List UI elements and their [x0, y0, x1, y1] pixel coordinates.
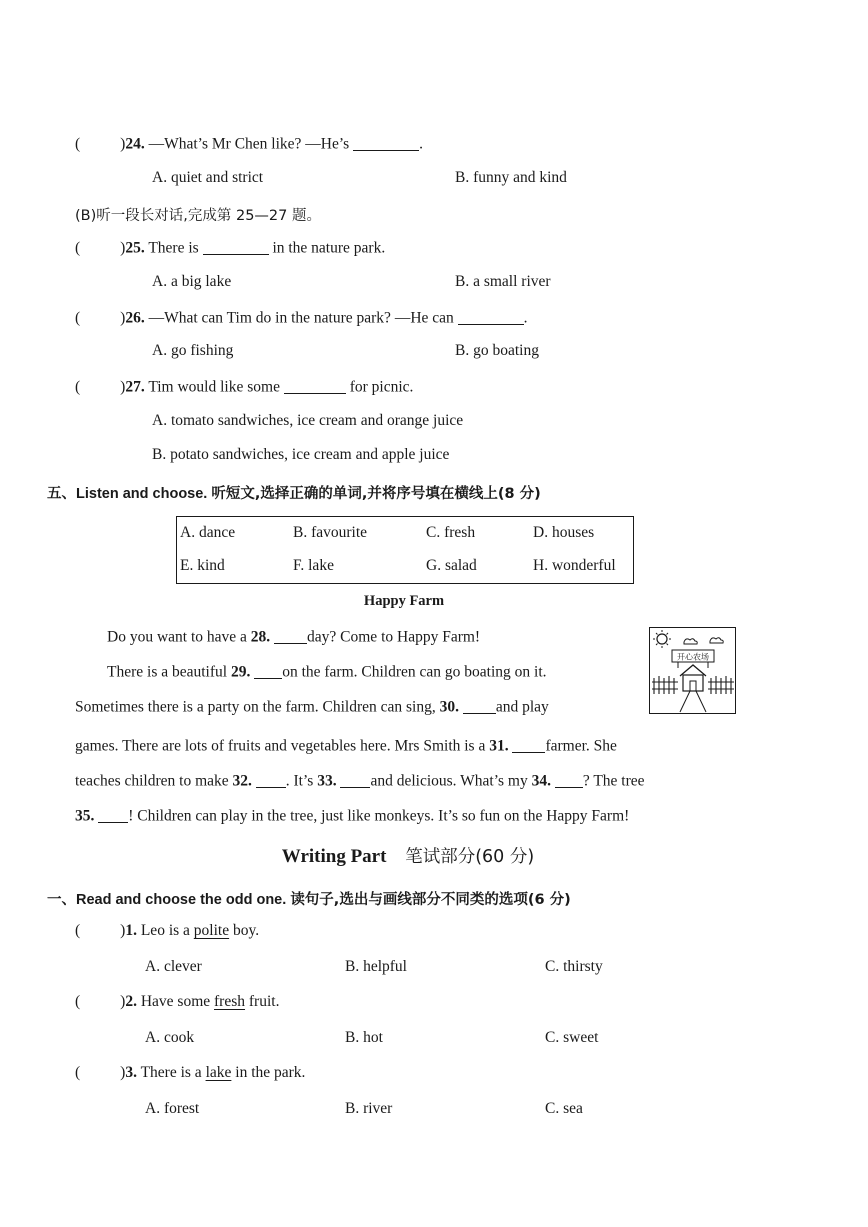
blank-32[interactable]: [256, 771, 286, 788]
question-number: 27.: [125, 378, 145, 396]
farm-sign-text: 开心农场: [677, 652, 709, 662]
question-number: 25.: [125, 239, 145, 257]
passage-line-3: Sometimes there is a party on the farm. Children can sing, 30. and play: [75, 698, 549, 716]
option-a: A. clever: [145, 958, 202, 975]
blank-31[interactable]: [512, 736, 545, 753]
word-bank-item: H. wonderful: [533, 556, 616, 574]
blank-34[interactable]: [555, 771, 583, 788]
word-bank-item: F. lake: [293, 556, 334, 574]
passage-line-5: teaches children to make 32. . It’s 33. and delicious. What’s my 34. ? The tree: [75, 772, 645, 790]
option-b: B. funny and kind: [455, 169, 567, 186]
option-a: A. tomato sandwiches, ice cream and orange juice: [152, 412, 464, 429]
option-b: B. potato sandwiches, ice cream and apple juice: [152, 446, 450, 463]
blank-30[interactable]: [463, 697, 496, 714]
section-5-heading: 五、Listen and choose. 听短文,选择正确的单词,并将序号填在横线上(8 分): [47, 486, 541, 502]
option-b: B. go boating: [455, 342, 539, 359]
option-c: C. thirsty: [545, 958, 603, 975]
blank-28[interactable]: [274, 627, 307, 644]
passage-line-1: Do you want to have a 28. day? Come to Happy Farm!: [107, 628, 481, 646]
passage-line-2: There is a beautiful 29. on the farm. Children can go boating on it.: [107, 663, 547, 681]
passage-line-4: games. There are lots of fruits and vegetables here. Mrs Smith is a 31. farmer. She: [75, 737, 617, 755]
word-bank-item: E. kind: [180, 556, 225, 574]
option-b: B. helpful: [345, 958, 407, 975]
answer-blank[interactable]: [353, 134, 419, 151]
blank-35[interactable]: [98, 806, 128, 823]
passage-title: Happy Farm: [363, 593, 445, 609]
writing-section-1-heading: 一、Read and choose the odd one. 读句子,选出与画线部分不同类的选项(6 分): [47, 892, 571, 908]
option-c: C. sea: [545, 1100, 583, 1117]
question-number: 24.: [125, 135, 145, 153]
writing-question-1: ( )1. Leo is a polite boy.: [75, 922, 260, 939]
question-stem: —What can Tim do in the nature park? —He can: [148, 309, 454, 327]
part-b-instruction: (B)听一段长对话,完成第 25—27 题。: [75, 208, 321, 224]
blank-33[interactable]: [340, 771, 370, 788]
option-a: A. go fishing: [152, 342, 234, 359]
writing-part-title: Writing Part 笔试部分(60 分): [281, 846, 535, 867]
word-bank: [176, 516, 634, 584]
word-bank-item: D. houses: [533, 523, 595, 541]
option-c: C. sweet: [545, 1029, 599, 1046]
option-a: A. a big lake: [152, 273, 232, 290]
blank-29[interactable]: [254, 662, 282, 679]
option-a: A. forest: [145, 1100, 200, 1117]
passage-line-6: 35. ! Children can play in the tree, just like monkeys. It’s so fun on the Happy Farm!: [75, 807, 630, 825]
question-27: ( )27. Tim would like some for picnic.: [75, 378, 414, 396]
happy-farm-illustration: [649, 627, 736, 714]
option-b: B. river: [345, 1100, 393, 1117]
option-a: A. cook: [145, 1029, 195, 1046]
farm-icon: [650, 628, 735, 713]
answer-blank[interactable]: [203, 238, 269, 255]
word-bank-item: G. salad: [426, 556, 477, 574]
question-stem: —What’s Mr Chen like? —He’s: [148, 135, 350, 153]
question-25: ( )25. There is in the nature park.: [75, 239, 386, 257]
answer-blank[interactable]: [458, 308, 524, 325]
question-24: ( )24. —What’s Mr Chen like? —He’s .: [75, 135, 423, 153]
question-26: ( )26. —What can Tim do in the nature park? —He can .: [75, 309, 528, 327]
option-a: A. quiet and strict: [152, 169, 264, 186]
word-bank-item: B. favourite: [293, 523, 368, 541]
answer-blank[interactable]: [284, 377, 346, 394]
underlined-word: fresh: [214, 993, 246, 1010]
option-b: B. hot: [345, 1029, 383, 1046]
writing-question-2: ( )2. Have some fresh fruit.: [75, 993, 280, 1010]
question-number: 26.: [125, 309, 145, 327]
writing-question-3: ( )3. There is a lake in the park.: [75, 1064, 306, 1081]
word-bank-item: C. fresh: [426, 523, 476, 541]
underlined-word: polite: [193, 922, 230, 939]
underlined-word: lake: [205, 1064, 232, 1081]
word-bank-item: A. dance: [180, 523, 236, 541]
option-b: B. a small river: [455, 273, 551, 290]
